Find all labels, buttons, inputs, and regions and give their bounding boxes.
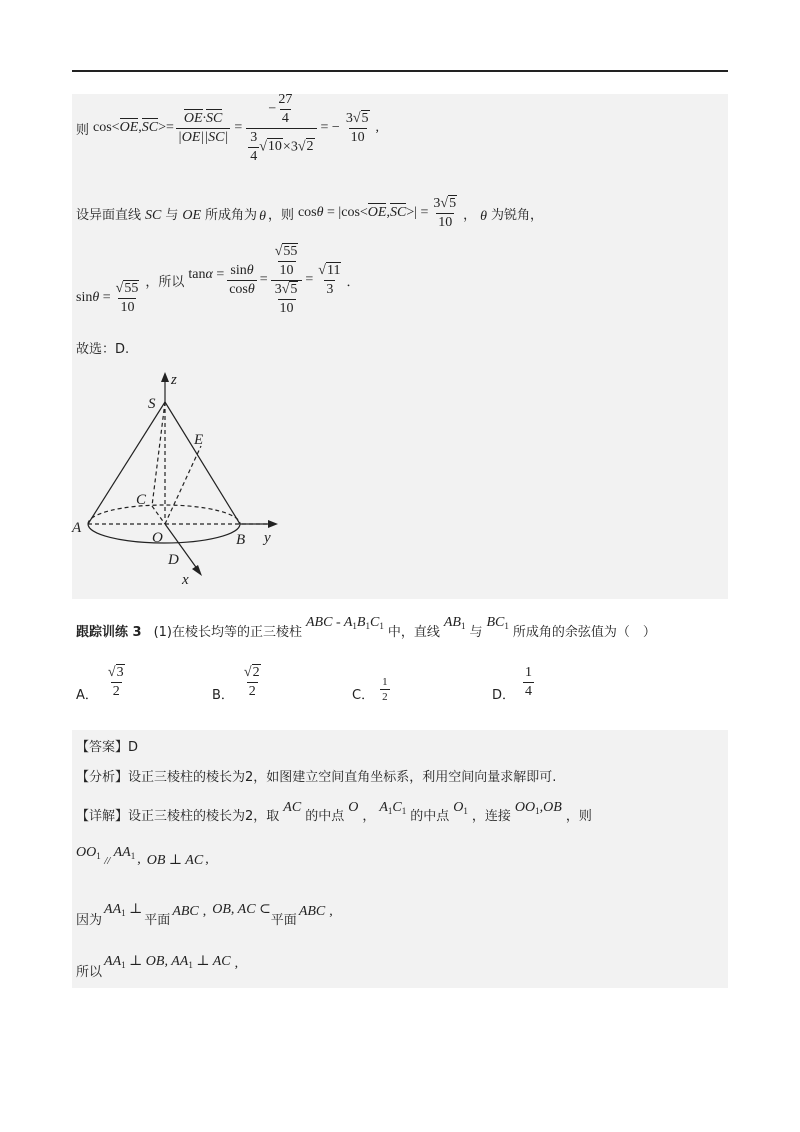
option-C-value: $\frac{1}{2}$ xyxy=(382,676,388,703)
option-D-label: D． xyxy=(492,688,516,703)
detail-label: 【详解】 xyxy=(76,808,129,824)
formula-frac-7: $\frac{\frac{√55}{10}}{\frac{3√5}{10}}$ xyxy=(271,244,303,317)
line2-text-e: ， xyxy=(463,207,477,223)
question-tag: 跟踪训练 3 xyxy=(76,624,142,640)
option-A-label: A． xyxy=(76,688,98,703)
label-E: E xyxy=(194,432,204,448)
plane-text: 平面 xyxy=(144,912,171,928)
math-O1: $O_1$ xyxy=(453,800,468,816)
detail-text-c: ， xyxy=(362,808,376,824)
solution-line-3: sinθ = $\frac{√55}{10}$ ，所以 tanα = $\frac{\sin\theta}{\cos\theta}$ = $\frac{\frac{√55}{10}}{\frac{3√5}{10}}$ = $\frac{√11}{3}$ ． xyxy=(76,243,360,316)
analysis-line xyxy=(76,766,556,785)
cos-expression: cos<OE,SC>= xyxy=(93,120,174,135)
answer-line xyxy=(76,736,138,755)
math-AC: AC xyxy=(283,800,302,815)
math-BC1: $BC_1$ xyxy=(486,615,509,631)
detail-text-d: 的中点 xyxy=(410,808,450,824)
math-OO1-parallel-AA1: $OO_1$ $_{//}$ $AA_1$ xyxy=(76,845,136,867)
choice-text: 故选：D. xyxy=(76,342,130,357)
segment-SC xyxy=(152,402,165,506)
plane-text-2: 平面 xyxy=(270,912,297,928)
math-SC: SC xyxy=(145,208,162,223)
math-theta-2: θ xyxy=(480,209,487,224)
line2-text-f: 为锐角， xyxy=(491,207,544,223)
formula-frac-3: $\frac{3√5}{10}$ xyxy=(345,110,369,145)
tan-alpha-expression: tanα = xyxy=(188,267,225,282)
option-C-label: C． xyxy=(352,688,375,703)
math-AB1: $AB_1$ xyxy=(443,615,466,631)
so-text: 所以 xyxy=(76,964,103,980)
answer-value: D xyxy=(128,740,139,755)
label-D: D xyxy=(168,552,179,568)
sin-theta-expression: sinθ = xyxy=(76,290,111,305)
detail-line xyxy=(76,796,592,832)
math-OE: OE xyxy=(182,208,202,223)
option-D-value: $\frac{1}{4}$ xyxy=(525,665,533,699)
line2-text-c: 所成角为 xyxy=(205,207,258,223)
label-A: A xyxy=(72,520,82,536)
detail-text-a: 设正三棱柱的棱长为2，取 xyxy=(128,808,280,824)
base-back-arc xyxy=(88,505,240,524)
cos-theta-expression: cosθ = |cos<OE,SC>| = xyxy=(297,205,429,220)
detail-text-f: ，则 xyxy=(565,808,592,824)
question-text-d: 所成角的余弦值为（ ） xyxy=(512,624,656,640)
math-OB-AC-subset: OB, AC ⊂ xyxy=(212,901,271,917)
formula-frac-1: $\frac{OE\cdot SC}{|OE||SC|}$ xyxy=(177,110,229,145)
detail-text-b: 的中点 xyxy=(305,808,345,824)
option-D xyxy=(492,662,534,703)
segment-CO xyxy=(152,506,165,524)
label-x: x xyxy=(182,572,189,588)
label-C: C xyxy=(136,492,147,508)
line2-text-d: ，则 xyxy=(267,207,294,223)
label-B: B xyxy=(236,532,246,548)
option-B xyxy=(212,662,263,703)
question-text-b: 中，直线 xyxy=(387,624,440,640)
formula-frac-6: $\frac{\sin\theta}{\cos\theta}$ xyxy=(229,262,255,297)
header-rule xyxy=(72,70,728,72)
option-C xyxy=(352,662,390,703)
formula-frac-5: $\frac{√55}{10}$ xyxy=(115,280,139,315)
so-line: 所以 $AA_1$ ⊥ OB, $AA_1$ ⊥ AC , xyxy=(76,953,239,980)
math-ABC: ABC xyxy=(172,904,199,919)
formula-frac-4: $\frac{3√5}{10}$ xyxy=(433,195,457,230)
math-AA1-perp: $AA_1$ ⊥ xyxy=(104,901,143,918)
question-line xyxy=(76,610,656,650)
label-z: z xyxy=(171,372,177,388)
question-text-c: 与 xyxy=(469,624,483,640)
detail-text-e: ，连接 xyxy=(471,808,511,824)
answer-label: 【答案】 xyxy=(76,740,129,755)
line3-text-a: ，所以 xyxy=(145,274,185,290)
parallel-line: $OO_1$ $_{//}$ $AA_1$ , OB ⊥ AC , xyxy=(76,845,209,868)
math-ABC-2: ABC xyxy=(298,904,326,919)
option-A-value: $\frac{√3}{2}$ xyxy=(107,665,124,699)
formula-frac-8: $\frac{√11}{3}$ xyxy=(318,262,341,297)
line3-end: ． xyxy=(346,274,360,290)
option-B-label: B． xyxy=(212,688,234,703)
label-S: S xyxy=(148,396,156,412)
label-O: O xyxy=(152,530,163,546)
option-A xyxy=(76,662,127,703)
math-OO1-OB: $OO_1,OB$ xyxy=(514,800,562,816)
math-A1C1: $A_1C_1$ xyxy=(379,800,407,816)
label-y: y xyxy=(264,530,271,546)
math-O: O xyxy=(348,800,359,815)
question-text-a: (1)在棱长均等的正三棱柱 xyxy=(153,624,302,640)
math-OB-perp-AC: OB ⊥ AC xyxy=(146,852,204,868)
because-text: 因为 xyxy=(76,912,103,928)
base-front-arc xyxy=(88,524,240,543)
analysis-label: 【分析】 xyxy=(76,770,129,785)
formula-frac-2: − $\frac{27}{4}$ $\frac{3}{4}$ √10×3√2 xyxy=(246,92,316,165)
solution-line-2 xyxy=(76,190,543,236)
math-so-perp: $AA_1$ ⊥ OB, $AA_1$ ⊥ AC xyxy=(104,953,231,970)
math-prism: ABC - $A_1B_1C_1$ xyxy=(306,615,384,631)
option-B-value: $\frac{√2}{2}$ xyxy=(243,665,260,699)
line2-text-a: 设异面直线 xyxy=(76,207,142,223)
solution-line-1: 则 cos<OE,SC>= $\frac{OE\cdot SC}{|OE||SC|}$ = − $\frac{27}{4}$ $\frac{3}{4}$ √10×3√2 = − $\frac{3√5}{10}$ , xyxy=(76,91,379,164)
analysis-text: 设正三棱柱的棱长为2，如图建立空间直角坐标系，利用空间向量求解即可. xyxy=(128,770,557,785)
cone-figure xyxy=(70,364,300,590)
line2-text-b: 与 xyxy=(165,207,179,223)
segment-OE xyxy=(165,446,201,524)
line1-prefix: 则 xyxy=(76,122,90,138)
because-line: 因为 $AA_1$ ⊥ 平面 ABC , OB, AC ⊂ 平面 ABC , xyxy=(76,901,333,928)
math-theta: θ xyxy=(259,209,266,224)
